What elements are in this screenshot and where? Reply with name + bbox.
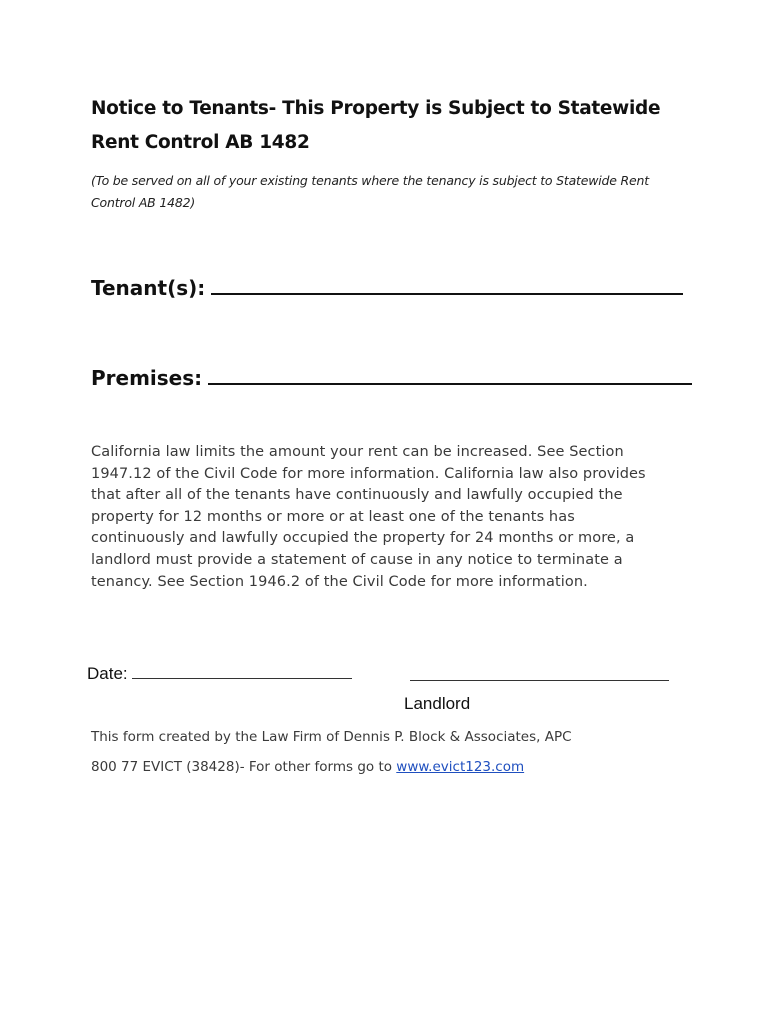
document-subtitle: (To be served on all of your existing tenants where the tenancy is subject to Statewide Rent Control AB 1482) — [91, 173, 649, 210]
notice-body-text: California law limits the amount your rent can be increased. See Section 1947.12 of the Civil Code for more information. California law also provides that after all of the tenants have continuously and lawfully occupied the property for 12 months or more or at least one of the tenants has continuously and lawfully occupied the property for 24 months or more, a landlord must provide a statement of cause in any notice to terminate a tenancy. See Section 1946.2 of the Civil Code for more information. — [91, 444, 646, 590]
document-title: Notice to Tenants- This Property is Subject to Statewide Rent Control AB 1482 — [91, 98, 661, 153]
form-credit: This form created by the Law Firm of Dennis P. Block & Associates, APC — [91, 729, 572, 745]
date-blank-line — [132, 666, 352, 679]
premises-blank-line — [208, 369, 692, 385]
contact-line — [91, 759, 524, 775]
phone-text: 800 77 EVICT (38428)- For other forms go to — [91, 759, 397, 775]
website-link[interactable]: www.evict123.com — [396, 759, 525, 775]
tenants-field — [91, 276, 683, 300]
date-field — [87, 664, 352, 684]
landlord-signature-line — [410, 680, 669, 681]
premises-label: Premises: — [91, 366, 203, 390]
landlord-label: Landlord — [404, 694, 471, 713]
premises-field — [91, 366, 692, 390]
tenants-label: Tenant(s): — [91, 276, 206, 300]
date-label: Date: — [87, 664, 128, 683]
tenants-blank-line — [211, 279, 683, 295]
